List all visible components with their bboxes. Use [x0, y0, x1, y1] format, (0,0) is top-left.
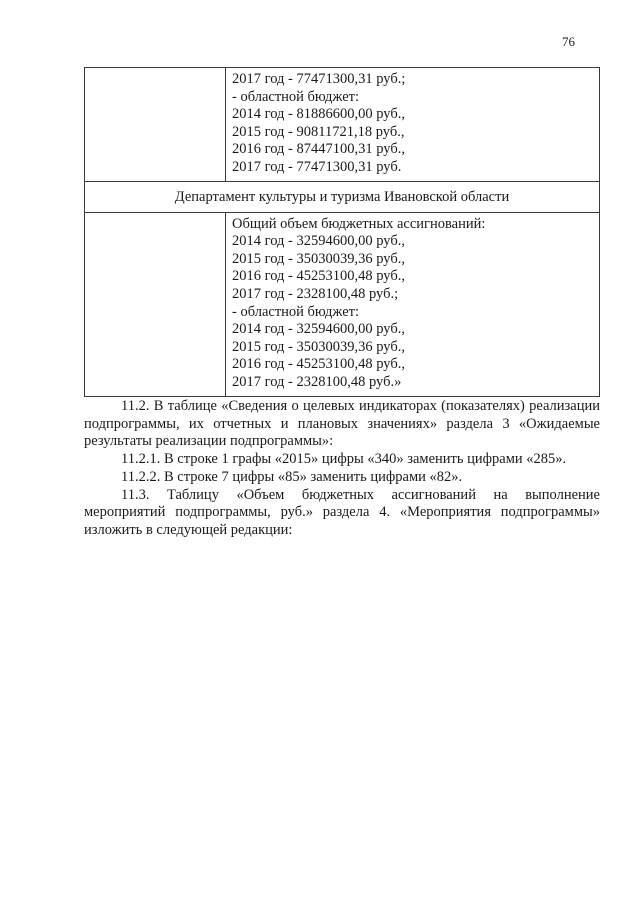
paragraph-11-2-2: 11.2.2. В строке 7 цифры «85» заменить цифрами «82». — [121, 468, 463, 485]
table-row — [85, 68, 600, 182]
funding-line: 2014 год - 32594600,00 руб., — [232, 321, 405, 338]
funding-line: 2014 год - 81886600,00 руб., — [232, 106, 405, 123]
funding-line: 2015 год - 35030039,36 руб., — [232, 338, 405, 355]
funding-line: - областной бюджет: — [232, 88, 360, 105]
funding-line: 2017 год - 77471300,31 руб.; — [232, 71, 406, 87]
table-row — [85, 212, 600, 396]
funding-line: 2015 год - 90811721,18 руб., — [232, 123, 405, 140]
table-cell-empty — [85, 212, 226, 396]
paragraph-11-2: 11.2. В таблице «Сведения о целевых индикаторах (показателях) реализации подпрограммы, их отчетных и плановых значениях» раздела 3 «Ожидаемые результаты реализации подпрограммы»: — [84, 398, 600, 450]
body-text — [84, 398, 600, 540]
funding-line: 2015 год - 35030039,36 руб., — [232, 250, 405, 267]
funding-line: 2016 год - 87447100,31 руб., — [232, 141, 405, 158]
page-number: 76 — [562, 34, 575, 49]
paragraph-11-2-1: 11.2.1. В строке 1 графы «2015» цифры «340» заменить цифрами «285». — [121, 451, 567, 468]
table-cell-empty — [85, 68, 226, 182]
table-cell-funding — [226, 212, 600, 396]
funding-line: 2014 год - 32594600,00 руб., — [232, 233, 405, 250]
paragraph-11-3: 11.3. Таблицу «Объем бюджетных ассигнований на выполнение мероприятий подпрограммы, руб.» раздела 4. «Мероприятия подпрограммы» изложить в следующей редакции: — [84, 486, 600, 538]
funding-line: - областной бюджет: — [232, 303, 360, 320]
funding-line: Общий объем бюджетных ассигнований: — [232, 215, 486, 232]
table-row — [85, 181, 600, 212]
funding-line: 2017 год - 77471300,31 руб. — [232, 158, 402, 175]
funding-line: 2017 год - 2328100,48 руб.; — [232, 285, 399, 302]
budget-table — [84, 67, 600, 397]
table-cell-funding — [226, 68, 600, 182]
funding-line: 2016 год - 45253100,48 руб., — [232, 356, 405, 373]
department-heading: Департамент культуры и туризма Ивановской области — [85, 181, 600, 212]
funding-line: 2017 год - 2328100,48 руб.» — [232, 373, 402, 390]
funding-line: 2016 год - 45253100,48 руб., — [232, 268, 405, 285]
